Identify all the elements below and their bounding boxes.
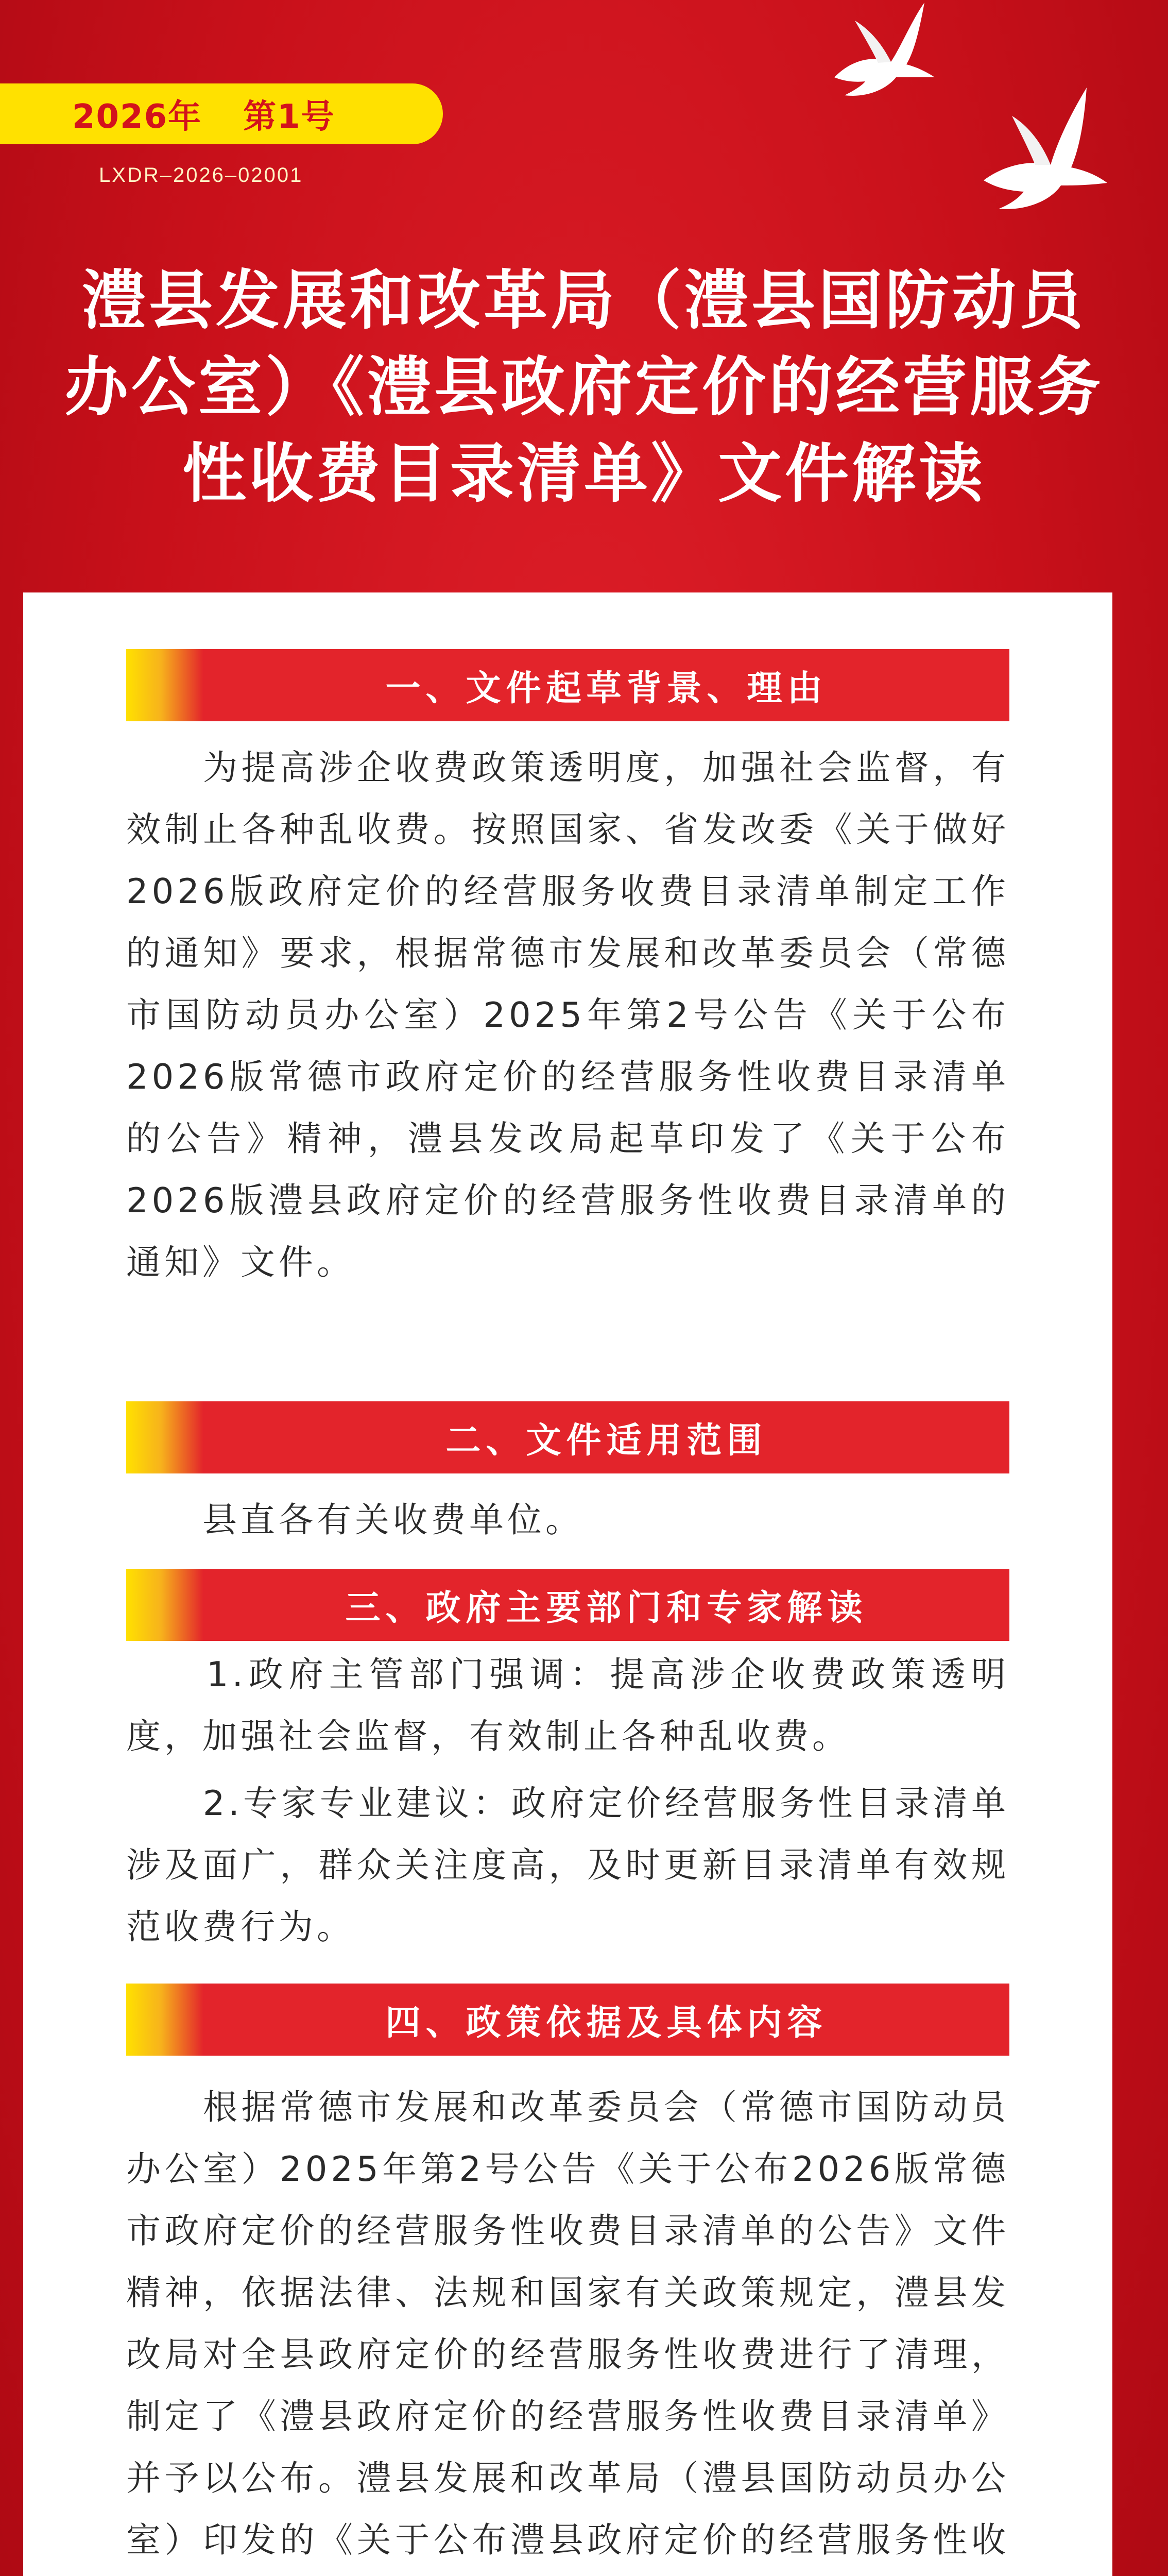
issue-year: 2026年 — [72, 98, 202, 136]
section-1-paragraph: 为提高涉企收费政策透明度，加强社会监督，有效制止各种乱收费。按照国家、省发改委《关于做好2026版政府定价的经营服务收费目录清单制定工作的通知》要求，根据常德市发展和改革委员会（常德市国防动员办公室）2025年第2号公告《关于公布2026版常德市政府定价的经营服务性收费目录清单的公告》精神，澧县发改局起草印发了《关于公布2026版澧县政府定价的经营服务性收费目录清单的通知》文件。 — [126, 748, 1009, 1282]
dove-icon — [814, 0, 937, 103]
section-heading-label: 二、文件适用范围 — [445, 1420, 767, 1461]
section-heading-label: 三、政府主要部门和专家解读 — [345, 1587, 868, 1629]
section-heading-1 — [126, 649, 1009, 721]
section-4-paragraph: 根据常德市发展和改革委员会（常德市国防动员办公室）2025年第2号公告《关于公布2026版常德市政府定价的经营服务性收费目录清单的公告》文件精神，依据法律、法规和国家有关政策规定，澧县发改局对全县政府定价的经营服务性收费进行了清理，制定了《澧县政府定价的经营服务性收费目录清单》并予以公布。澧县发展和改革局（澧县国防动员办公室）印发的《关于公布澧县政府定价的经营服务性收 — [126, 2087, 1009, 2560]
section-heading-label: 四、政策依据及具体内容 — [385, 2002, 828, 2043]
issue-number: 第1号 — [243, 98, 335, 136]
document-code: LXDR–2026–02001 — [99, 164, 303, 187]
section-heading-2 — [126, 1401, 1009, 1473]
page-title: 澧县发展和改革局（澧县国防动员办公室）《澧县政府定价的经营服务性收费目录清单》文件解读 — [64, 264, 1104, 511]
section-heading-label: 一、文件起草背景、理由 — [385, 668, 828, 709]
section-2-paragraph: 县直各有关收费单位。 — [126, 1500, 583, 1540]
section-heading-3 — [126, 1569, 1009, 1641]
section-3-paragraph-2: 2.专家专业建议：政府定价经营服务性目录清单涉及面广，群众关注度高，及时更新目录清单有效规范收费行为。 — [126, 1783, 1009, 1947]
content-panel — [23, 592, 1112, 2576]
section-3-paragraph-1: 1.政府主管部门强调：提高涉企收费政策透明度，加强社会监督，有效制止各种乱收费。 — [126, 1654, 1009, 1756]
dove-icon — [968, 82, 1112, 216]
issue-tag — [0, 83, 443, 144]
section-heading-4 — [126, 1984, 1009, 2056]
